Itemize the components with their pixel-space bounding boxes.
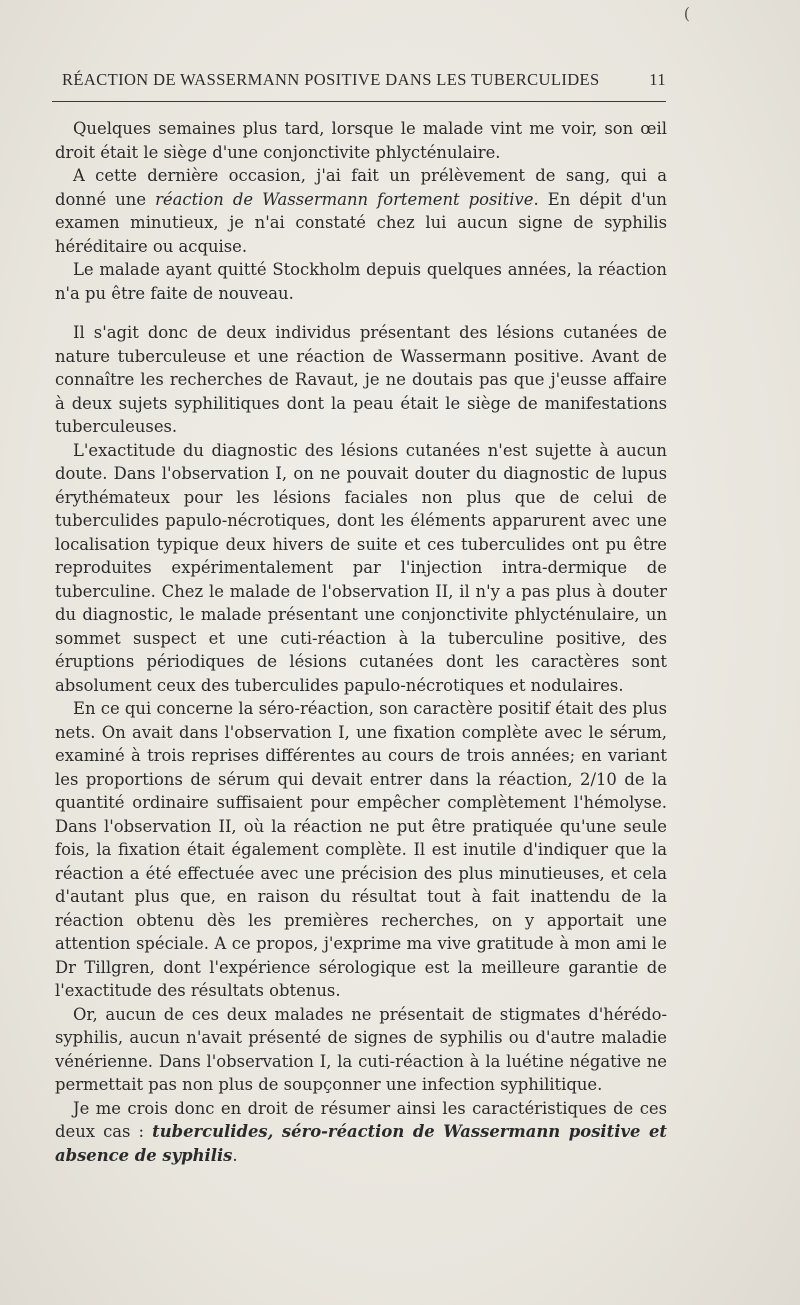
paragraph: [55, 1097, 667, 1168]
paragraph: Quelques semaines plus tard, lorsque le malade vint me voir, son œil droit était le siège d'une conjonctivite phlycténulaire.: [55, 119, 667, 162]
paragraph-text: Je me crois donc en droit de résumer ainsi les caractéristiques de ces deux cas :: [55, 1098, 667, 1141]
paragraph: En ce qui concerne la séro-réaction, son caractère positif était des plus nets. On avait dans l'observation I, une fixation complète avec le sérum, examiné à trois reprises différentes au cours de trois années; en variant les proportions de sérum qui devait entrer dans la réaction, 2/10 de la quantité ordinaire suffisaient pour empêcher complètement l'hémolyse. Dans l'observation II, où la réaction ne put être pratiquée qu'une seule fois, la fixation était également complète. Il est inutile d'indiquer que la réaction a été effectuée avec une précision des plus minutieuses, et cela d'autant plus que, en raison du résultat tout à fait inattendu de la réaction obtenu dès les premières recherches, on y apportait une attention spéciale. A ce propos, j'exprime ma vive gratitude à mon ami le Dr Tillgren, dont l'expérience sérologique est la meilleure garantie de l'exactitude des résultats obtenus.: [55, 699, 667, 1000]
header-rule: [52, 101, 666, 102]
paragraph: Il s'agit donc de deux individus présentant des lésions cutanées de nature tuberculeuse et une réaction de Wassermann positive. Avant de connaître les recherches de Ravaut, je ne doutais pas que j'eusse affaire à deux sujets syphilitiques dont la peau était le siège de manifestations tuberculeuses.: [55, 323, 667, 436]
margin-mark: (: [683, 4, 690, 23]
paragraph: Or, aucun de ces deux malades ne présentait de stigmates d'hérédo-syphilis, aucun n'avait présenté de signes de syphilis ou d'autre maladie vénérienne. Dans l'observation I, la cuti-réaction à la luétine négative ne permettait pas non plus de soupçonner une infection syphilitique.: [55, 1004, 667, 1094]
paragraph: Le malade ayant quitté Stockholm depuis quelques années, la réaction n'a pu être faite de nouveau.: [55, 260, 667, 303]
running-header: [62, 70, 666, 90]
page-number: 11: [649, 70, 666, 89]
conclusion-emphasis: tuberculides, séro-réaction de Wassermann positive et absence de syphilis: [55, 1122, 667, 1165]
paragraph: L'exactitude du diagnostic des lésions cutanées n'est sujette à aucun doute. Dans l'observation I, on ne pouvait douter du diagnostic de lupus érythémateux pour les lésions faciales non plus que de celui de tuberculides papulo-nécrotiques, dont les éléments apparurent avec une localisation typique deux hivers de suite et ces tuberculides ont pu être reproduites expérimentalement par l'injection intra-dermique de tuberculine. Chez le malade de l'observation II, il n'y a pas plus à douter du diagnostic, le malade présentant une conjonctivite phlycténulaire, un sommet suspect et une cuti-réaction à la tuberculine positive, des éruptions périodiques de lésions cutanées dont les caractères sont absolument ceux des tuberculides papulo-nécrotiques et nodulaires.: [55, 440, 667, 695]
emphasis-text: réaction de Wassermann fortement positive: [155, 189, 534, 209]
paragraph-text: A cette dernière occasion, j'ai fait un prélèvement de sang, qui a donné une: [55, 166, 667, 209]
paragraph: [55, 164, 667, 258]
running-title: RÉACTION DE WASSERMANN POSITIVE DANS LES TUBERCULIDES: [62, 70, 600, 89]
paragraph-text: . En dépit d'un examen minutieux, je n'ai constaté chez lui aucun signe de syphilis héréditaire ou acquise.: [55, 189, 667, 256]
paragraph-text: .: [232, 1145, 238, 1165]
page-body: [55, 117, 667, 1167]
